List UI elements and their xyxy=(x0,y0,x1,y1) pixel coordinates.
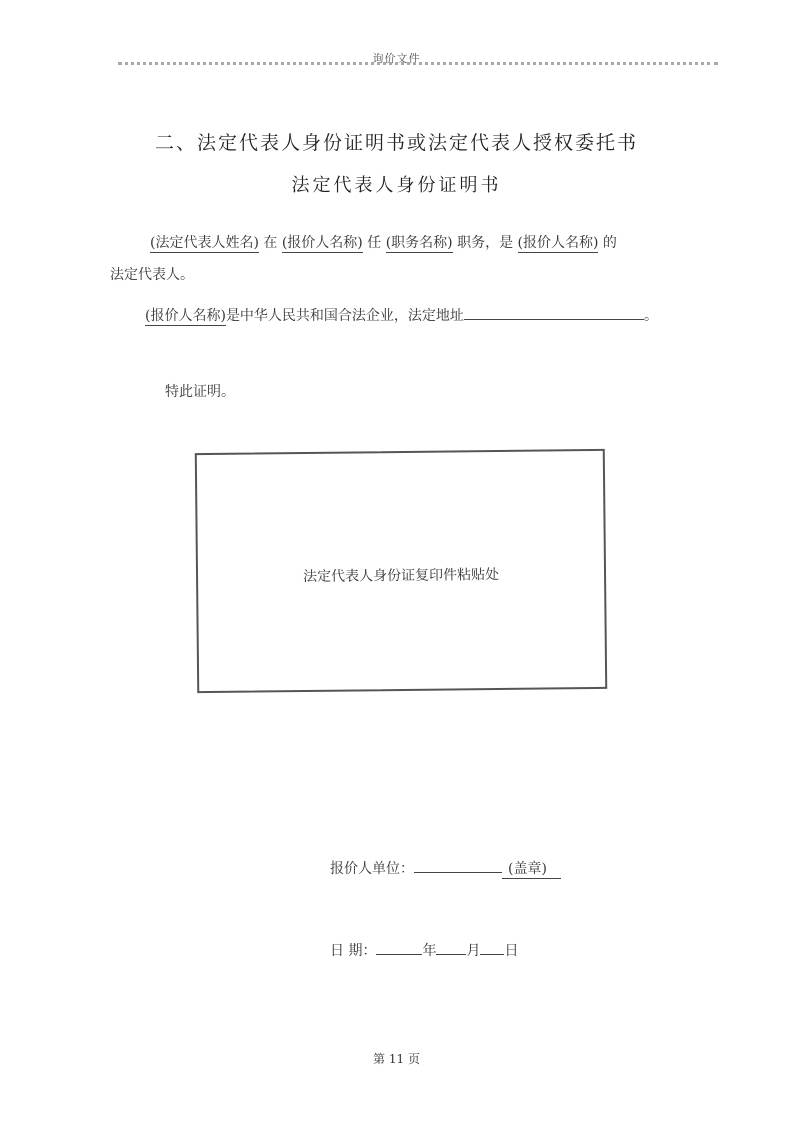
id-card-paste-label: 法定代表人身份证复印件粘贴处 xyxy=(302,566,500,586)
text-hold: 任 xyxy=(367,235,382,251)
day-blank[interactable] xyxy=(480,940,504,955)
date-line xyxy=(330,940,518,960)
section-title: 二、法定代表人身份证明书或法定代表人授权委托书 xyxy=(155,132,639,154)
paragraph-1-line-2: 法定代表人。 xyxy=(110,267,194,283)
header-title: 询价文件 xyxy=(372,52,421,65)
bidder-name-placeholder: (报价人名称) xyxy=(145,308,226,324)
paragraph-2-text: 是中华人民共和国合法企业，法定地址 xyxy=(225,308,464,324)
bidder-name-placeholder: (报价人名称) xyxy=(517,235,599,251)
position-placeholder: (职务名称) xyxy=(385,235,453,251)
year-blank[interactable] xyxy=(376,940,422,955)
text-of: 的 xyxy=(602,235,617,251)
bidder-signature-line xyxy=(330,858,561,878)
text-at: 在 xyxy=(263,235,278,251)
paragraph-2 xyxy=(145,305,658,325)
date-label: 日 期： xyxy=(330,943,377,959)
month-blank[interactable] xyxy=(436,940,466,955)
year-label: 年 xyxy=(422,943,437,959)
statement-text: 特此证明。 xyxy=(165,384,235,400)
month-label: 月 xyxy=(466,943,481,959)
day-label: 日 xyxy=(504,943,519,959)
id-card-paste-box xyxy=(195,449,607,693)
bidder-label: 报价人单位： xyxy=(330,861,414,877)
bidder-name-placeholder: (报价人名称) xyxy=(281,235,363,251)
address-blank[interactable] xyxy=(464,305,644,320)
rep-name-placeholder: (法定代表人姓名) xyxy=(150,235,259,251)
header-divider xyxy=(118,62,718,65)
paragraph-1-line-1 xyxy=(150,232,617,252)
bidder-blank[interactable] xyxy=(414,858,502,873)
document-title: 法定代表人身份证明书 xyxy=(291,175,502,196)
page-number: 第 11 页 xyxy=(373,1052,420,1066)
seal-label: (盖章) xyxy=(502,861,561,879)
paragraph-2-end: 。 xyxy=(643,308,658,324)
text-role-is: 职务，是 xyxy=(457,235,514,251)
